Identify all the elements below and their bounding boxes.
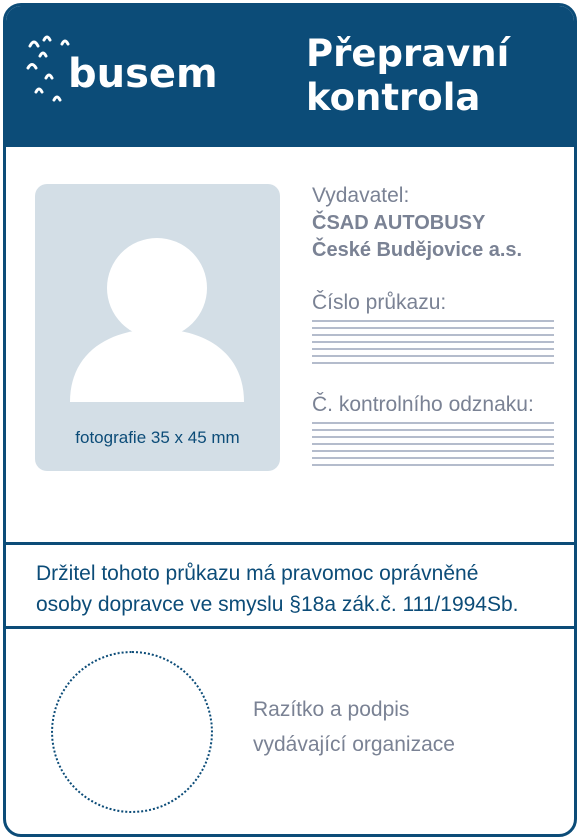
title-line-1: Přepravní — [306, 32, 510, 75]
header — [6, 6, 574, 147]
divider-bottom — [6, 626, 574, 629]
notice-line-2: osoby dopravce ve smyslu §18a zák.č. 111/1994Sb. — [36, 593, 519, 616]
authority-notice — [36, 558, 566, 620]
pass-card — [3, 3, 577, 837]
card-number-field — [312, 320, 554, 369]
issuer-label: Vydavatel: — [312, 184, 410, 207]
stamp-label — [253, 692, 455, 762]
notice-line-1: Držitel tohoto průkazu má pravomoc oprávněné — [36, 562, 479, 585]
logo: busem — [68, 51, 218, 97]
title-line-2: kontrola — [306, 76, 481, 119]
card-number-label: Číslo průkazu: — [312, 291, 447, 314]
photo-caption: fotografie 35 x 45 mm — [75, 428, 240, 447]
stamp-line-2: vydávající organizace — [253, 733, 455, 756]
stamp-line-1: Razítko a podpis — [253, 698, 410, 721]
person-silhouette-icon — [35, 184, 280, 414]
photo-placeholder — [35, 184, 280, 471]
issuer-name-line-1: ČSAD AUTOBUSY — [312, 212, 486, 234]
badge-number-label: Č. kontrolního odznaku: — [312, 393, 534, 416]
issuer-name-line-2: České Budějovice a.s. — [312, 239, 523, 261]
stamp-circle — [51, 651, 213, 813]
issuer-name — [312, 210, 522, 264]
divider-top — [6, 542, 574, 545]
badge-number-field — [312, 422, 554, 471]
page-title — [306, 32, 509, 120]
